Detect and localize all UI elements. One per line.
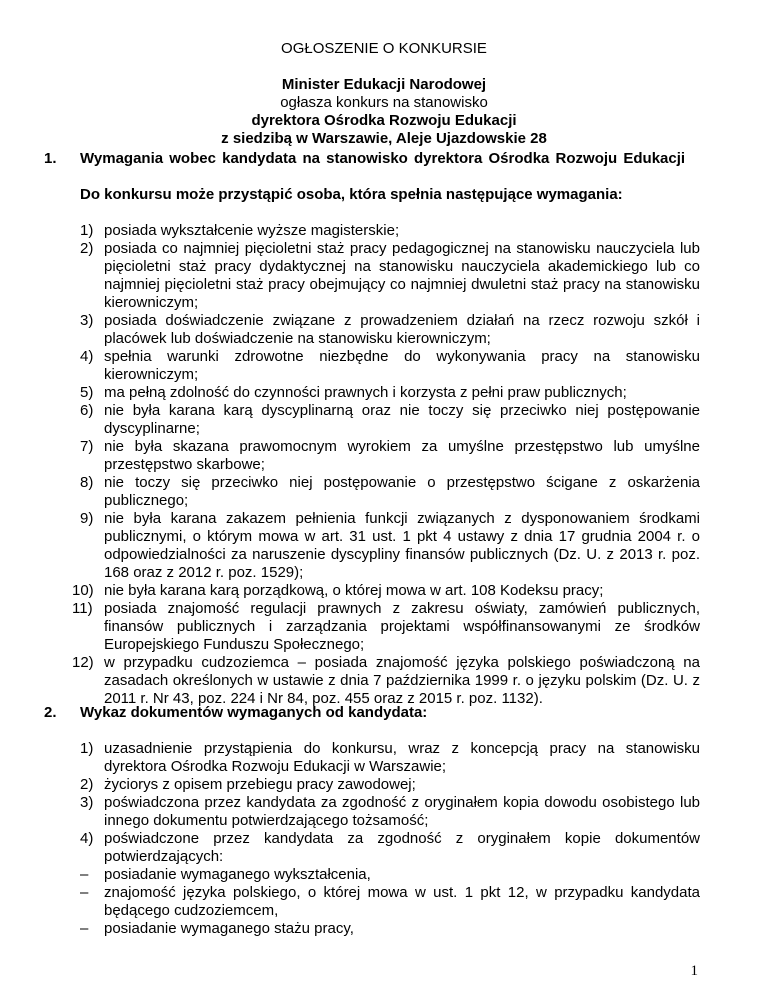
list-item: 4) spełnia warunki zdrowotne niezbędne do wykonywania pracy na stanowisku kierowniczym; xyxy=(80,348,700,383)
confirmation-list xyxy=(80,866,700,938)
section-requirements xyxy=(44,150,700,708)
list-item: 7) nie była skazana prawomocnym wyrokiem za umyślne przestępstwo lub umyślne przestępstwo skarbowe; xyxy=(80,438,700,473)
list-item: 4) poświadczone przez kandydata za zgodność z oryginałem kopie dokumentów potwierdzających: xyxy=(80,830,700,865)
requirements-list xyxy=(72,222,700,708)
requirements-intro: Do konkursu może przystąpić osoba, która spełnia następujące wymagania: xyxy=(80,186,623,203)
list-item: 12) w przypadku cudzoziemca – posiada znajomość języka polskiego poświadczoną na zasadach określonych w ustawie z dnia 7 października 1999 r. o języku polskim (Dz. U. z 2011 r. Nr 43, poz. 224 i Nr 84, poz. 455 oraz z 2015 r. poz. 1132). xyxy=(72,654,700,707)
list-item: 3) posiada doświadczenie związane z prowadzeniem działań na rzecz rozwoju szkół i placówek lub doświadczenie na stanowisku kierowniczym; xyxy=(80,312,700,347)
documents-list xyxy=(80,740,700,866)
list-item: – znajomość języka polskiego, o której mowa w ust. 1 pkt 12, w przypadku kandydata będącego cudzoziemcem, xyxy=(80,884,700,919)
section-number: 2. xyxy=(44,704,57,721)
list-item: 10) nie była karana karą porządkową, o której mowa w art. 108 Kodeksu pracy; xyxy=(72,582,604,599)
announcement-header xyxy=(0,76,768,148)
list-item: 8) nie toczy się przeciwko niej postępowanie o przestępstwo ścigane z oskarżenia publicznego; xyxy=(80,474,700,509)
document-title: OGŁOSZENIE O KONKURSIE xyxy=(281,40,487,57)
list-item: 1) uzasadnienie przystąpienia do konkursu, wraz z koncepcją pracy na stanowisku dyrektora Ośrodka Rozwoju Edukacji w Warszawie; xyxy=(80,740,700,775)
section-documents xyxy=(44,704,700,938)
list-item: – posiadanie wymaganego wykształcenia, xyxy=(80,866,371,883)
header-seat: z siedzibą w Warszawie, Aleje Ujazdowskie 28 xyxy=(221,130,547,147)
header-announces: ogłasza konkurs na stanowisko xyxy=(280,94,488,111)
header-minister: Minister Edukacji Narodowej xyxy=(281,76,487,93)
list-item: 5) ma pełną zdolność do czynności prawnych i korzysta z pełni praw publicznych; xyxy=(80,384,627,401)
page-number: 1 xyxy=(690,963,698,979)
list-item: 9) nie była karana zakazem pełnienia funkcji związanych z dysponowaniem środkami publicznymi, o którym mowa w art. 31 ust. 1 pkt 4 ustawy z dnia 17 grudnia 2004 r. o odpowiedzialności za naruszenie dyscypliny finansów publicznych (Dz. U. z 2013 r. poz. 168 oraz z 2012 r. poz. 1529); xyxy=(80,510,700,581)
list-item: 11) posiada znajomość regulacji prawnych z zakresu oświaty, zamówień publicznych, finansów publicznych i zarządzania projektami współfinansowanymi ze środków Europejskiego Funduszu Społecznego; xyxy=(72,600,700,653)
list-item: 3) poświadczona przez kandydata za zgodność z oryginałem kopia dowodu osobistego lub innego dokumentu potwierdzającego tożsamość; xyxy=(80,794,700,829)
list-item: 6) nie była karana karą dyscyplinarną oraz nie toczy się przeciwko niej postępowanie dyscyplinarne; xyxy=(80,402,700,437)
header-position: dyrektora Ośrodka Rozwoju Edukacji xyxy=(251,112,517,129)
section-number: 1. xyxy=(44,150,57,167)
section-heading: Wykaz dokumentów wymaganych od kandydata: xyxy=(80,704,428,721)
section-heading: Wymagania wobec kandydata na stanowisko dyrektora Ośrodka Rozwoju Edukacji xyxy=(80,150,686,167)
list-item: 1) posiada wykształcenie wyższe magisterskie; xyxy=(80,222,400,239)
list-item: 2) życiorys z opisem przebiegu pracy zawodowej; xyxy=(80,776,416,793)
list-item: – posiadanie wymaganego stażu pracy, xyxy=(80,920,354,937)
list-item: 2) posiada co najmniej pięcioletni staż pracy pedagogicznej na stanowisku nauczyciela lub pięcioletni staż pracy dydaktycznej na stanowisku nauczyciela akademickiego lub co najmniej pięcioletni staż pracy obejmujący co najmniej dwuletni staż pracy na stanowisku kierowniczym; xyxy=(80,240,700,311)
